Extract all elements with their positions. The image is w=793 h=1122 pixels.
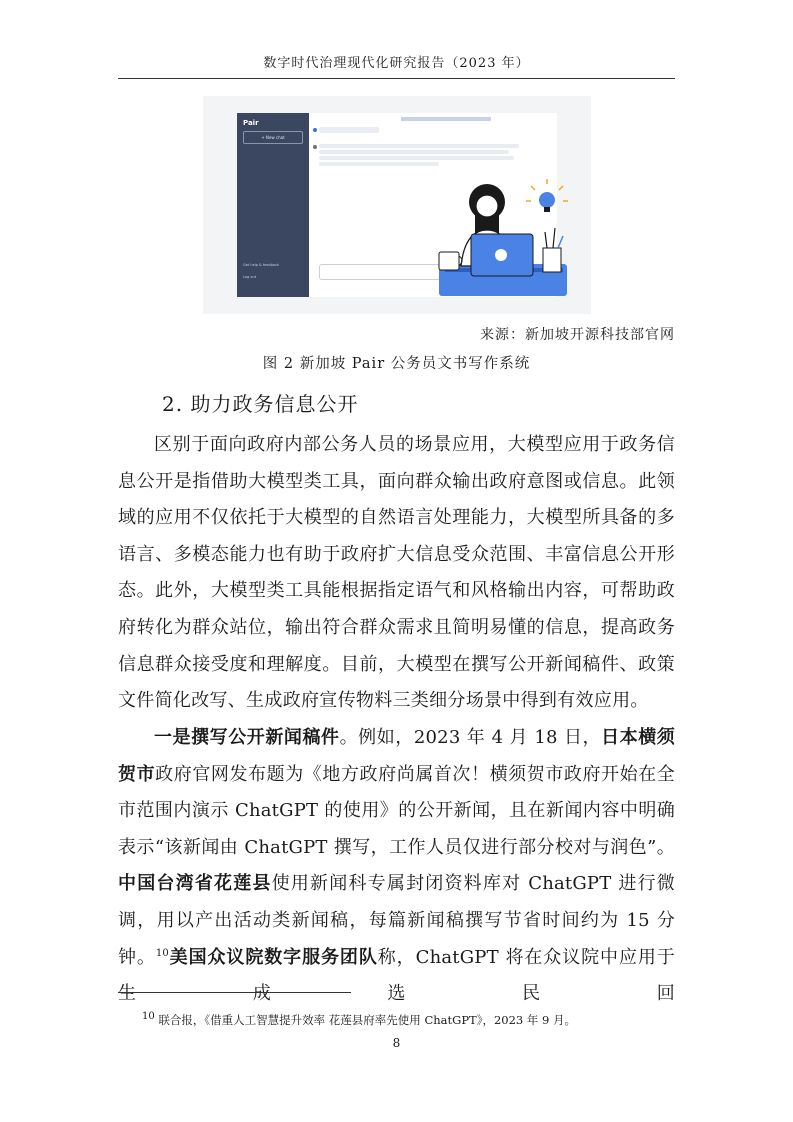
bot-message-line	[319, 156, 514, 160]
footnote-divider	[118, 992, 351, 993]
paragraph-text: 称，ChatGPT 将在众议院中应用于生成选民回	[118, 946, 675, 1005]
pair-topbar	[401, 117, 491, 121]
paragraph-text: 政府官网发布题为《地方政府尚属首次！横须贺市政府开始在全市范围内演示 ChatGPT 的使用》的公开新闻，且在新闻内容中明确表示“该新闻由 ChatGPT 撰写，工作人员仅进行部分校对与润色”。	[118, 763, 675, 858]
bot-message-line	[319, 150, 509, 154]
figure-pair-screenshot	[203, 96, 591, 314]
paragraph-1: 区别于面向政府内部公务人员的场景应用，大模型应用于政务信息公开是指借助大模型类工具，面向群众输出政府意图或信息。此领域的应用不仅依托于大模型的自然语言处理能力，大模型所具备的多语言、多模态能力也有助于政府扩大信息受众范围、丰富信息公开形态。此外，大模型类工具能根据指定语气和风格输出内容，可帮助政府转化为群众站位，输出符合群众需求且简明易懂的信息，提高政务信息群众接受度和理解度。目前，大模型在撰写公开新闻稿件、政策文件简化改写、生成政府宣传物料三类细分场景中得到有效应用。	[118, 434, 675, 712]
bot-avatar-icon	[313, 145, 317, 149]
paragraph-2	[118, 720, 675, 1005]
figure-source: 来源：新加坡开源科技部官网	[480, 327, 675, 343]
footnote-text: 联合报，《借重人工智慧提升效率 花莲县府率先使用 ChatGPT》，2023 年 9 月。	[158, 1013, 577, 1027]
user-message	[319, 127, 379, 133]
paragraph-text: 使用新闻科专属封闭资料库对 ChatGPT 进行微调，用以产出活动类新闻稿，每篇新闻稿撰写节省时间约为 15 分钟。	[118, 873, 675, 968]
footnote	[142, 1012, 576, 1028]
pair-logout-link: Log out	[243, 275, 257, 279]
footnote-ref[interactable]: 10	[155, 947, 169, 959]
section-heading: 2. 助力政务信息公开	[162, 392, 359, 416]
paragraph-text: 。例如，2023 年 4 月 18 日，	[339, 727, 602, 748]
footnote-number: 10	[142, 1011, 155, 1023]
bot-message-line	[319, 162, 439, 166]
pair-new-chat-button: + New chat	[243, 131, 303, 144]
bold-entity-us-house: 美国众议院数字服务团队	[168, 946, 378, 968]
woman-laptop-illustration	[435, 170, 581, 310]
page-number: 8	[392, 1036, 401, 1050]
pair-brand: Pair	[243, 119, 259, 127]
pair-chat-input	[319, 264, 441, 280]
bold-entity-hualien: 中国台湾省花莲县	[118, 873, 272, 895]
bold-lead: 一是撰写公开新闻稿件	[154, 727, 340, 748]
figure-caption: 图 2 新加坡 Pair 公务员文书写作系统	[262, 356, 531, 372]
bot-message-line	[319, 144, 519, 148]
pair-sidebar	[237, 113, 309, 297]
pair-help-link: Get help & feedback	[243, 263, 279, 267]
running-header: 数字时代治理现代化研究报告（2023 年）	[263, 56, 530, 71]
user-avatar-icon	[313, 128, 317, 132]
bold-entity-yokosuka: 日本横须贺市	[118, 727, 675, 785]
header-divider	[118, 78, 675, 79]
